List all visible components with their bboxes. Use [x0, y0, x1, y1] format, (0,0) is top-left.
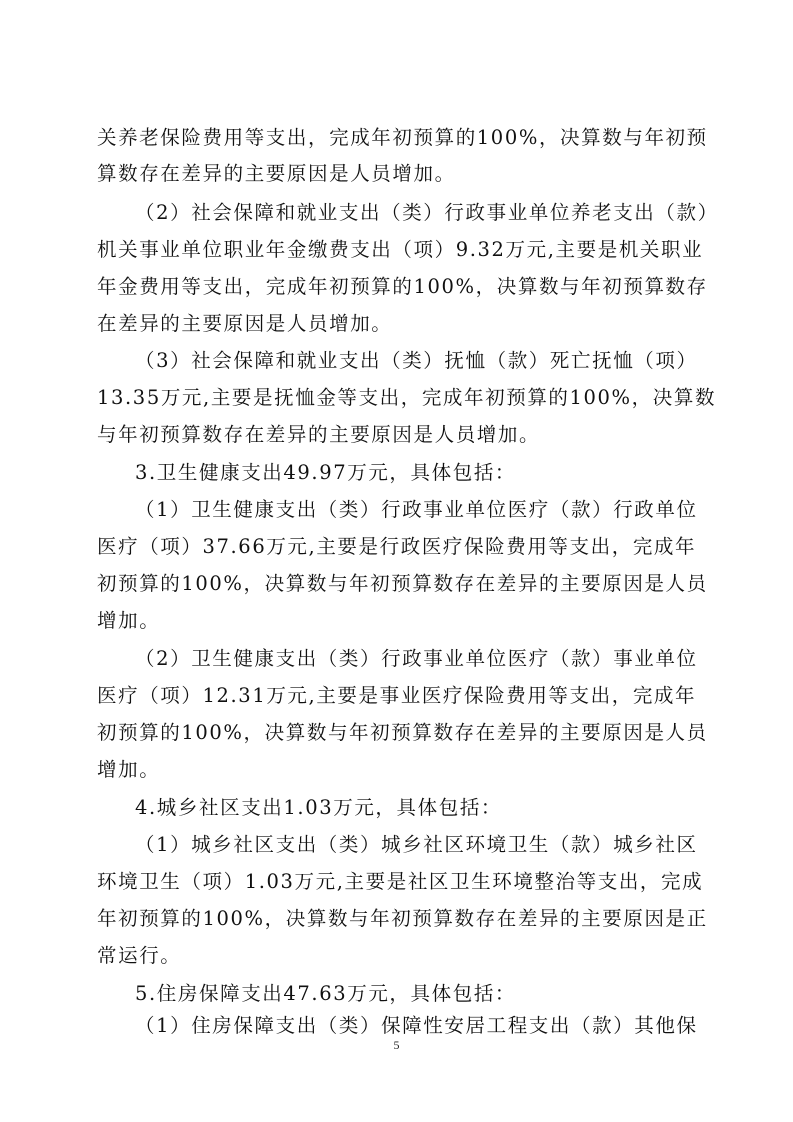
text-line: 初预算的100%，决算数与年初预算数存在差异的主要原因是人员 — [97, 721, 708, 744]
text-line: 算数存在差异的主要原因是人员增加。 — [97, 162, 456, 185]
text-line: 5.住房保障支出47.63万元，具体包括： — [135, 982, 517, 1005]
text-line: 机关事业单位职业年金缴费支出（项）9.32万元,主要是机关职业 — [97, 238, 704, 261]
text-line: 医疗（项）37.66万元,主要是行政医疗保险费用等支出，完成年 — [97, 535, 697, 558]
text-line: 4.城乡社区支出1.03万元，具体包括： — [135, 796, 503, 819]
text-line: 常运行。 — [97, 944, 182, 967]
text-line: 环境卫生（项）1.03万元,主要是社区卫生环境整治等支出，完成 — [97, 870, 704, 893]
text-line: 在差异的主要原因是人员增加。 — [97, 312, 393, 335]
text-line: 13.35万元,主要是抚恤金等支出，完成年初预算的100%，决算数 — [97, 386, 717, 409]
text-line: （1）卫生健康支出（类）行政事业单位医疗（款）行政单位 — [135, 498, 698, 521]
text-line: 年金费用等支出，完成年初预算的100%，决算数与年初预算数存 — [97, 275, 708, 298]
page-number: 5 — [393, 1038, 400, 1052]
text-line: 增加。 — [97, 609, 161, 632]
text-line: （1）住房保障支出（类）保障性安居工程支出（款）其他保 — [135, 1014, 698, 1037]
text-line: 关养老保险费用等支出，完成年初预算的100%，决算数与年初预 — [97, 126, 708, 149]
text-line: 增加。 — [97, 758, 161, 781]
text-line: 年初预算的100%，决算数与年初预算数存在差异的主要原因是正 — [97, 907, 708, 930]
text-line: （1）城乡社区支出（类）城乡社区环境卫生（款）城乡社区 — [135, 833, 698, 856]
text-line: （2）卫生健康支出（类）行政事业单位医疗（款）事业单位 — [135, 647, 698, 670]
text-line: 3.卫生健康支出49.97万元，具体包括： — [135, 461, 517, 484]
text-line: （3）社会保障和就业支出（类）抚恤（款）死亡抚恤（项） — [135, 349, 698, 372]
text-line: （2）社会保障和就业支出（类）行政事业单位养老支出（款） — [135, 201, 719, 224]
text-line: 初预算的100%，决算数与年初预算数存在差异的主要原因是人员 — [97, 572, 708, 595]
text-line: 医疗（项）12.31万元,主要是事业医疗保险费用等支出，完成年 — [97, 684, 697, 707]
text-line: 与年初预算数存在差异的主要原因是人员增加。 — [97, 423, 541, 446]
